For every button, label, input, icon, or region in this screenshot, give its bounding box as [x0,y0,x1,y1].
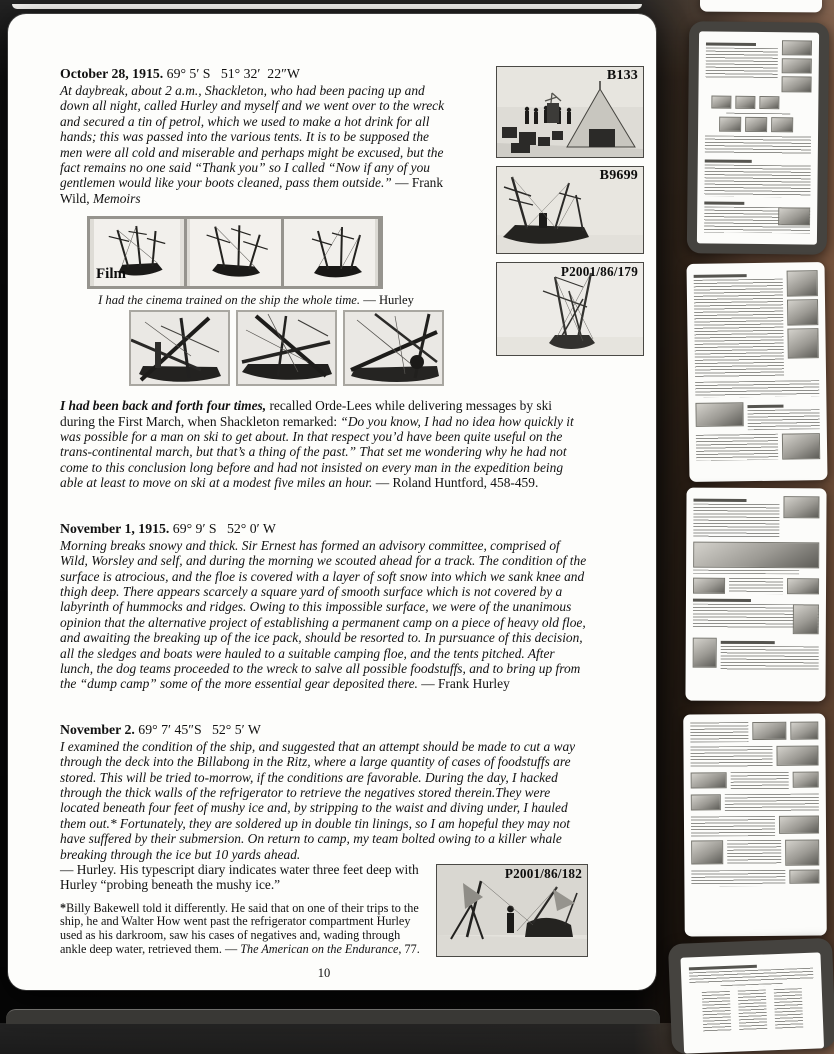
november-2-section [60,722,588,956]
entry-body-oct28 [60,83,452,206]
entry-heading-nov1 [60,521,588,537]
entry-body-nov1 [60,538,588,692]
film-frame-1 [90,219,184,286]
footnote-asterisk: * [60,900,67,915]
film-caption [60,293,452,308]
thumb-paragraph [695,380,819,398]
oct28-attribution: — Frank Wild, [60,175,444,206]
photo-p182-wreck [436,864,588,957]
november-1-section [60,521,588,692]
thumbnail-page-13[interactable] [683,714,827,937]
photo-label-b9699: B9699 [599,168,638,183]
film-strip-bottom [129,310,447,386]
oct28-quote: At daybreak, about 2 a.m., Shackleton, who had been pacing up and down all night, called Hurley and myself and we went over to the wreck and secured a tin of petrol, which we used to make a hot drink for all hands; this was passed into the various tents. It is to be supposed the men were all cold and miserable and perhaps might be excused, but the fact remains no one said “Thank you” so I called “Now if any of you gentlemen would like your boots cleaned, pass them outside.” [60,83,445,191]
orde-lees-quote: “Do you know, I had no idea how quickly it was possible for a man on ski to get about. In that respect you’d have been quite useful on the trans-continental march, but that’s a thing of the past.” That set me wondering why he had not come to this conclusion long before and had not insisted on every man in the expedition being able at least to move on ski at a modest five miles an hour. [60,413,574,491]
next-page-top-edge[interactable] [6,1009,660,1024]
thumbnail-page-12[interactable] [685,488,826,702]
film-caption-italic: I had the cinema trained on the ship the whole time. [98,293,361,308]
thumb-photo [783,496,819,518]
footnote-text: Billy Bakewell told it differently. He said that on one of their trips to the ship, he and Walter How went past the refrigerator compartment Hurley used as his darkroom, saw his cases of negatives and, wading through ankle deep water, retrieved them. — [60,900,419,956]
nov1-diary: Morning breaks snowy and thick. Sir Ernest has formed an advisory committee, comprised of Wild, Worsley and self, and during the morning we scouted ahead for a track. The condition of the surface is atrocious, and the floe is covered with a layer of soft snow into which we sank knee and thigh deep. There appears scarcely a square yard of smooth surface which is not covered by a labyrinth of hummocks and ridges. Owing to this impossible surface, we were of the unanimous opinion that the alternative project of establishing a permanent camp on a piece of heavy old floe, and awaiting the breaking up of the ice pack, should be resorted to. In pursuance of this decision, all the sledges and boats were hauled to a suitable camping floe, and the tents pitched. After lunch, the dog teams proceeded to the wreck to salve all possible foodstuffs, and to bring up from the “dump camp” some of the more essential gear deposited there. [60,537,587,692]
thumb-text-block [693,496,779,538]
thumb-text-block [694,271,784,378]
page-number: 10 [317,966,331,981]
nov2-diary: I examined the condition of the ship, and suggested that an attempt should be made to cut a way through the deck into the Billabong in the Ritz, where a large quantity of cases of foodstuffs are stored. This will be tried to-morrow, if the conditions are favorable. During the day, I hacked through the thick walls of the refrigerator to retrieve the negatives stored therein.They were located beneath four feet of mushy ice and, by stripping to the waist and diving under, I hauled them out.* Fortunately, they are soldered up in double tin linings, so I am hopeful they may not have suffered by their submersion. On return to camp, my team bolted owing to a killer whale breaking through the ice but 10 yards ahead. [60,738,576,862]
photo-b9699-wreck [496,166,644,254]
entry-heading-nov2 [60,722,588,738]
thumbnail-page-10-selected[interactable] [687,21,829,254]
entry-coords-oct28: 69° 5′ S 51° 32′ 22″W [163,66,300,81]
orde-lees-narration: recalled Orde-Lees while delivering messages by ski during the First March, when Shackleton remarked: [60,398,553,429]
entry-date-nov2: November 2. [60,721,135,737]
thumb-text-block [705,39,778,92]
nov2-attribution-block [60,862,588,956]
thumb-film-strip-2 [719,117,811,133]
film-caption-attribution: — Hurley [360,293,414,308]
orde-lees-citation: — Roland Huntford, 458-459. [372,475,539,491]
thumbnail-page-11[interactable] [686,262,827,482]
thumb-paragraph [704,164,810,197]
entry-date-oct28: October 28, 1915. [60,66,164,81]
thumbnail-page-14-partial[interactable] [668,938,834,1054]
thumb-film-strip-1 [711,96,811,110]
photo-label-p182: P2001/86/182 [504,866,582,881]
film-frame-3 [284,219,378,286]
entry-body-nov2 [60,739,588,862]
thumb-photo-column [781,40,812,92]
thumb-caption-line [726,113,790,116]
oct28-attribution-title: Memoirs [92,190,141,206]
entry-coords-nov1: 69° 9′ S 52° 0′ W [169,520,276,536]
october-28-section [60,66,638,386]
photo-p179-wreck [496,262,644,356]
entry-heading-oct28 [60,66,452,82]
document-page-10 [8,14,656,990]
thumb-panorama-photo [693,542,819,569]
thumb-caption-line [693,570,799,575]
nov1-attribution: — Frank Hurley [421,676,510,692]
footnote-source-page: , 77. [398,941,420,956]
nov2-attribution: — Hurley. His typescript diary indicates water three feet deep with Hurley “probing beneath the mushy ice.” [60,862,419,893]
thumb-paragraph [705,135,811,154]
thumb-name-columns [690,988,815,1033]
thumbnail-page-previous-partial[interactable] [700,0,822,12]
previous-page-bottom-edge[interactable] [12,4,642,9]
wreck-detail-frame-1 [129,310,230,386]
entry-coords-nov2: 69° 7′ 45″S 52° 5′ W [134,721,261,737]
orde-lees-lead: I had been back and forth four times, [60,398,267,414]
photo-b133-camp [496,66,644,158]
entry-date-nov1: November 1, 1915. [60,520,170,536]
film-label: Film [96,266,126,283]
wreck-detail-frame-3 [343,310,444,386]
photo-label-p179: P2001/86/179 [560,264,638,279]
thumb-photo-column [787,270,819,376]
orde-lees-paragraph [60,398,588,490]
film-strip-top [87,216,383,289]
photo-column [496,66,644,386]
thumb-paragraph [689,968,813,985]
wreck-detail-frame-2 [236,310,337,386]
photo-label-b133: B133 [606,68,638,83]
thumb-caption-line [721,983,783,988]
footnote-source-title: The American on the Endurance [240,941,399,956]
film-frame-2 [187,219,281,286]
